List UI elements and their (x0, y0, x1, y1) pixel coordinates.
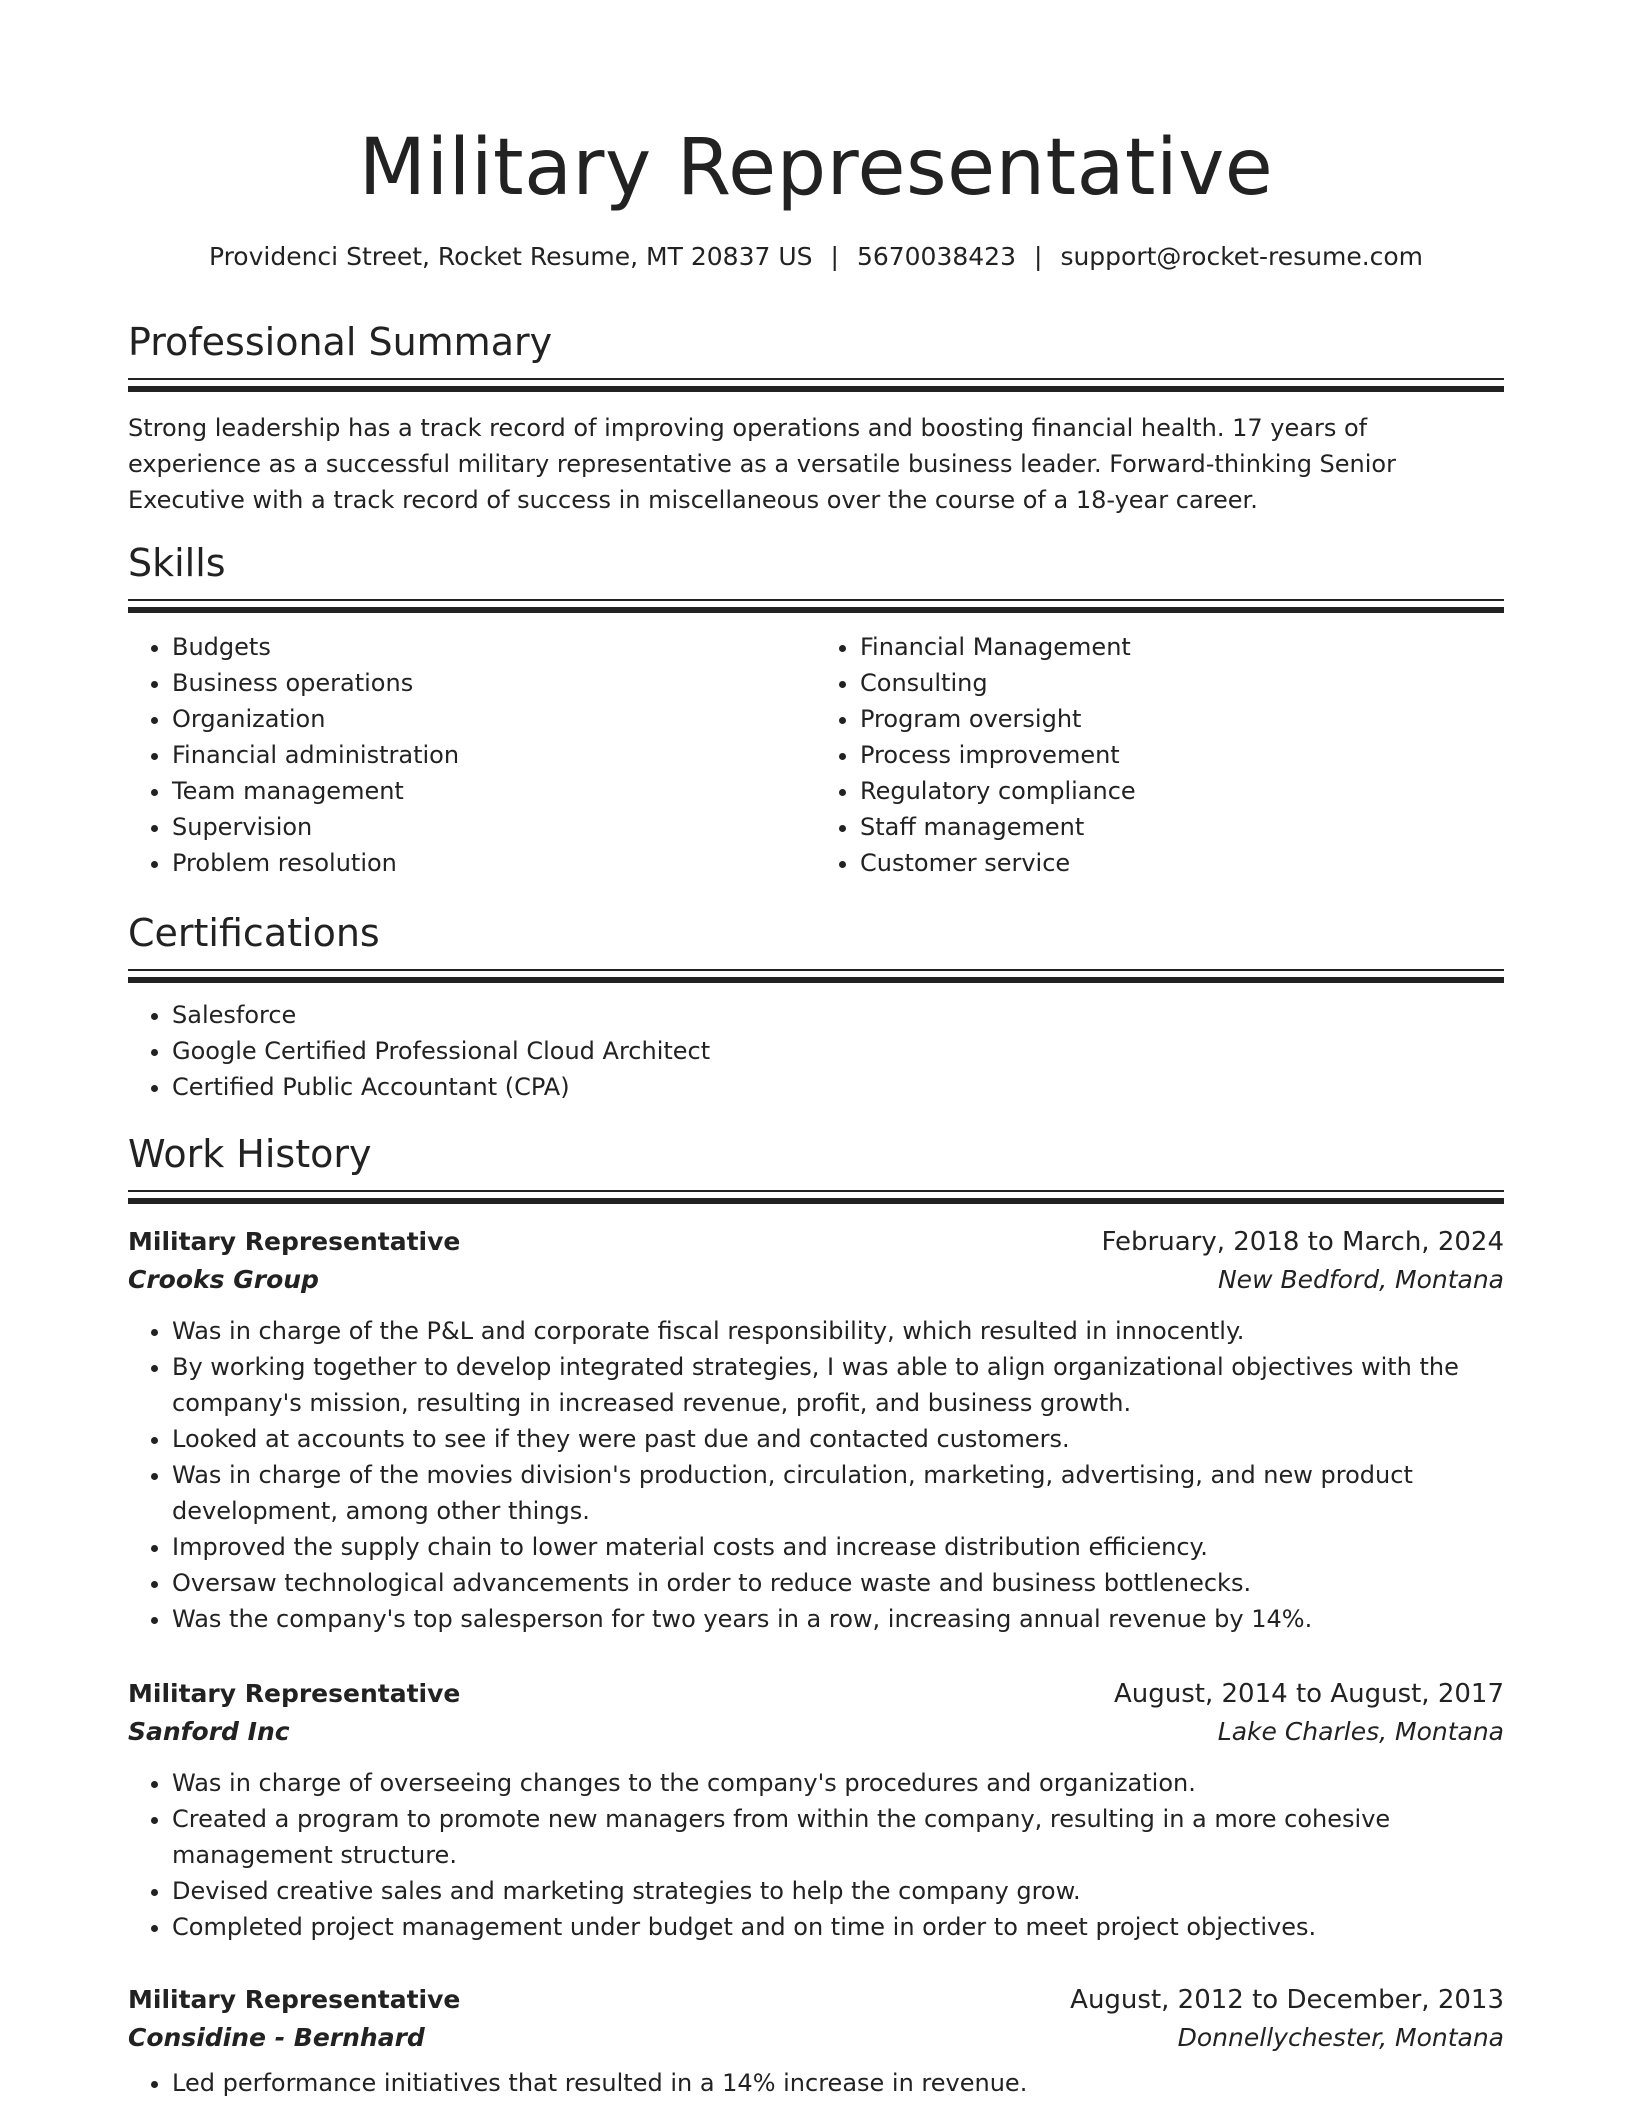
job-bullet: • Was in charge of overseeing changes to the company's procedures and organization. (172, 1765, 1504, 1801)
skill-item: • Supervision (172, 809, 816, 845)
skill-item: • Financial administration (172, 737, 816, 773)
skill-item: • Business operations (172, 665, 816, 701)
job-header (128, 1675, 1504, 1713)
skills-columns (128, 629, 1504, 881)
skill-item: • Staff management (860, 809, 1504, 845)
resume-page (128, 0, 1504, 2097)
job-dates: February, 2018 to March, 2024 (1101, 1227, 1504, 1257)
job-header (128, 1981, 1504, 2019)
job-company: Crooks Group (128, 1265, 319, 1294)
job-entry (128, 1981, 1504, 2101)
contact-address: Providenci Street, Rocket Resume, MT 20837 US (208, 242, 813, 271)
skill-item: • Financial Management (860, 629, 1504, 665)
section-divider (128, 969, 1504, 983)
job-bullet: • Led performance initiatives that resulted in a 14% increase in revenue. (172, 2065, 1504, 2101)
job-company: Sanford Inc (128, 1717, 290, 1746)
job-title: Military Representative (128, 1679, 461, 1708)
section-divider (128, 1190, 1504, 1204)
job-bullet: • By working together to develop integrated strategies, I was able to align organizational objectives with the company's mission, resulting in increased revenue, profit, and business growth. (172, 1349, 1504, 1421)
summary-section (128, 318, 1504, 518)
contact-phone: 5670038423 (856, 242, 1016, 271)
skills-list-right (816, 629, 1504, 881)
job-bullet: • Completed project management under budget and on time in order to meet project objectives. (172, 1909, 1504, 1945)
job-title: Military Representative (128, 1985, 461, 2014)
job-company: Considine - Bernhard (128, 2023, 425, 2052)
certification-item: • Salesforce (172, 997, 1504, 1033)
skill-item: • Team management (172, 773, 816, 809)
skills-section (128, 539, 1504, 881)
section-divider (128, 599, 1504, 613)
job-subheader (128, 1713, 1504, 1751)
skills-list-left (128, 629, 816, 881)
job-entry (128, 1223, 1504, 1637)
job-subheader (128, 1261, 1504, 1299)
skill-item: • Problem resolution (172, 845, 816, 881)
resume-name: Military Representative (358, 123, 1274, 213)
skill-item: • Customer service (860, 845, 1504, 881)
job-bullets (128, 2065, 1504, 2101)
job-bullet: • Was the company's top salesperson for two years in a row, increasing annual revenue by 14%. (172, 1601, 1504, 1637)
job-location: Donnellychester, Montana (1177, 2023, 1504, 2052)
skill-item: • Consulting (860, 665, 1504, 701)
job-dates: August, 2014 to August, 2017 (1114, 1679, 1504, 1709)
job-bullets (128, 1765, 1504, 1945)
section-divider (128, 378, 1504, 392)
contact-email: support@rocket-resume.com (1060, 242, 1424, 271)
job-bullet: • Looked at accounts to see if they were past due and contacted customers. (172, 1421, 1504, 1457)
skill-item: • Organization (172, 701, 816, 737)
job-dates: August, 2012 to December, 2013 (1070, 1985, 1504, 2015)
contact-separator: | (830, 242, 839, 271)
work-history-heading: Work History (128, 1132, 372, 1176)
skill-item: • Regulatory compliance (860, 773, 1504, 809)
skills-heading: Skills (128, 541, 226, 585)
job-bullet: • Created a program to promote new managers from within the company, resulting in a more cohesive management structure. (172, 1801, 1504, 1873)
skill-item: • Program oversight (860, 701, 1504, 737)
job-entry (128, 1675, 1504, 1945)
certification-item: • Certified Public Accountant (CPA) (172, 1069, 1504, 1105)
certifications-section (128, 909, 1504, 1105)
job-bullet: • Was in charge of the P&L and corporate fiscal responsibility, which resulted in innocently. (172, 1313, 1504, 1349)
certifications-list (128, 997, 1504, 1105)
contact-separator: | (1034, 242, 1043, 271)
summary-heading: Professional Summary (128, 320, 553, 364)
job-subheader (128, 2019, 1504, 2057)
job-header (128, 1223, 1504, 1261)
job-location: New Bedford, Montana (1217, 1265, 1504, 1294)
certifications-heading: Certifications (128, 911, 380, 955)
work-history-section (128, 1130, 1504, 1204)
skill-item: • Budgets (172, 629, 816, 665)
contact-line (128, 240, 1504, 274)
summary-text: Strong leadership has a track record of improving operations and boosting financial health. 17 years of experience as a successful military representative as a versatile business leader. Forward-thinking Senior Executive with a track record of success in miscellaneous over the course of a 18-year career. (128, 414, 1396, 514)
job-bullet: • Devised creative sales and marketing strategies to help the company grow. (172, 1873, 1504, 1909)
job-bullet: • Was in charge of the movies division's production, circulation, marketing, advertising, and new product development, among other things. (172, 1457, 1504, 1529)
job-location: Lake Charles, Montana (1217, 1717, 1504, 1746)
job-title: Military Representative (128, 1227, 461, 1256)
job-bullet: • Improved the supply chain to lower material costs and increase distribution efficiency. (172, 1529, 1504, 1565)
job-bullet: • Oversaw technological advancements in order to reduce waste and business bottlenecks. (172, 1565, 1504, 1601)
job-bullets (128, 1313, 1504, 1637)
certification-item: • Google Certified Professional Cloud Architect (172, 1033, 1504, 1069)
skill-item: • Process improvement (860, 737, 1504, 773)
